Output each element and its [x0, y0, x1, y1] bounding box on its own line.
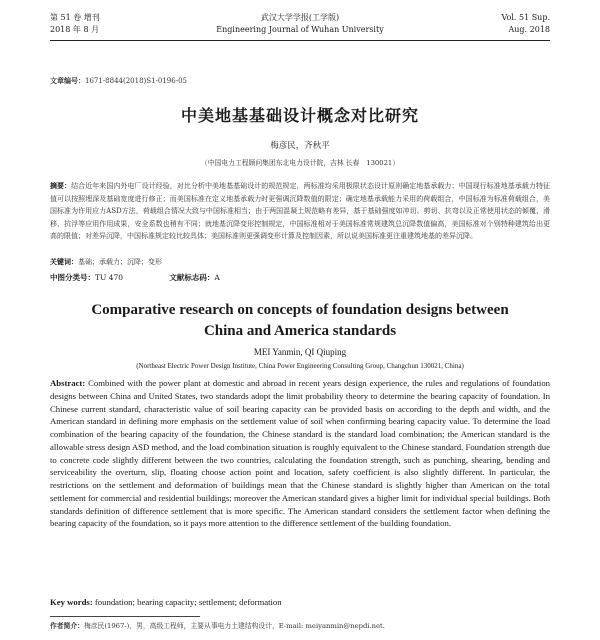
cn-keywords [50, 256, 550, 268]
article-number-label: 文章编号： [50, 76, 85, 85]
en-abstract-label: Abstract: [50, 378, 86, 388]
cn-keywords-text: 基础；承载力；沉降；变形 [78, 258, 162, 266]
footnote-label: 作者简介： [50, 622, 84, 630]
volume-cn: 第 51 卷 增刊 [50, 13, 100, 22]
en-title [0, 300, 600, 342]
cn-authors: 梅彦民，齐秋平 [270, 141, 330, 151]
en-keywords-text: foundation; bearing capacity; settlement; deformation [94, 597, 282, 607]
cn-affiliation: （中国电力工程顾问集团东北电力设计院，吉林 长春 130021） [200, 159, 400, 167]
footnote-text: 梅彦民(1967-)，男，高级工程师，主要从事电力土建结构设计，E-mail: meiyanmin@nepdi.net. [83, 622, 385, 630]
volume-en: Vol. 51 Sup. [501, 13, 550, 22]
cn-title: 中美地基基础设计概念对比研究 [180, 106, 419, 125]
article-number [50, 76, 187, 86]
en-keywords [50, 596, 550, 608]
en-affiliation: (Northeast Electric Power Design Institute, China Power Engineering Consulting Group, Changchun 130021, China) [136, 362, 464, 370]
author-footnote [50, 620, 570, 630]
en-authors: MEI Yanmin, QI Qiuping [253, 347, 347, 357]
cn-abstract [50, 180, 550, 243]
classification [50, 272, 220, 283]
header-right [501, 12, 550, 36]
en-title-line1: Comparative research on concepts of foundation designs between [91, 302, 509, 318]
en-keywords-label: Key words: [50, 597, 93, 607]
journal-cn: 武汉大学学报(工学版) [260, 13, 340, 22]
date-en: Aug. 2018 [508, 25, 550, 34]
doc-code-value: A [214, 273, 220, 282]
cn-abstract-text: 结合近年来国内外电厂设计经验，对比分析中美地基基础设计的规范规定，两标准均采用极限状态设计原则确定地基承载力；中国现行标准地基承载力特征值可以按照埋深及基础宽度进行修正；而美国标准在定义地基承载力时更强调沉降数值的限定；确定地基承载能力采用的荷载组合，中国标准为标准荷载组合，美国标准为许用应力ASD方法，荷载组合情况大致与中国标准相当；由于两国混凝土规范略有差异，基于基础强度如冲切、剪切、抗弯以及正常使用状态的倾覆、滑移、抗浮等应用作用成果，安全系数也稍有不同；就地基沉降变形控制规定，中国标准相对于美国标准常规建筑总沉降数值偏高，美国标准对个别特种建筑给出更高的限值；对差异沉降，中国标准规定较比较具体；美国标准则更强调变形计算及控制因素，所以说美国标准更注重建筑地基的差异沉降。 [50, 182, 551, 240]
footnote-rule [50, 616, 200, 617]
clc-label: 中图分类号： [50, 273, 95, 282]
cn-keywords-label: 关键词： [50, 258, 78, 266]
header-center [50, 12, 550, 36]
en-abstract-text: Combined with the power plant at domestic and abroad in recent years design experience, the rules and regulations of foundation designs between China and United States, two standards adopt the limit probability theory to determine the bearing capacity of foundation. In Chinese current standard, characteristic value of soil bearing capacity can be provided basis on according to the depth and width, and the American standard in defining more emphasis on the settlement value of soil when confirming bearing capacity value. To determine the load combination of the bearing capacity of the foundation, the Chinese standard is the standard load combination; the American standard is the allowable stress design ASD method, and the load combination situation is roughly equivalent to the Chinese standard. Foundation strength due to concrete code slightly different between the two countries, calculating the foundation strength, such as punching, shearing, bending and serviceability the overturn, slip, floating choose action point and location, safety coefficient is also slightly different. In particular, the restrictions on the settlement and deformation of buildings mean that the Chinese standard is slightly higher than American on the total settlement for commercial and residential buildings; moreover the American standard gives a higher limit for individual special buildings. Both standards definition of difference settlement that is more specific. The American standard considers the settlement factor when defining the bearing capacity of the foundation, so it pays more attention to the difference settlement of the building foundation. [50, 378, 551, 529]
cn-abstract-label: 摘要： [50, 182, 72, 190]
article-number-value: 1671-8844(2018)S1-0196-05 [85, 77, 187, 85]
clc-value: TU 470 [95, 273, 124, 282]
journal-en: Engineering Journal of Wuhan University [216, 25, 384, 34]
en-abstract [50, 377, 550, 530]
en-title-line2: China and America standards [203, 323, 397, 339]
doc-code-label: 文献标志码： [169, 273, 215, 282]
date-cn: 2018 年 8 月 [50, 25, 100, 34]
header-rule [50, 40, 550, 41]
